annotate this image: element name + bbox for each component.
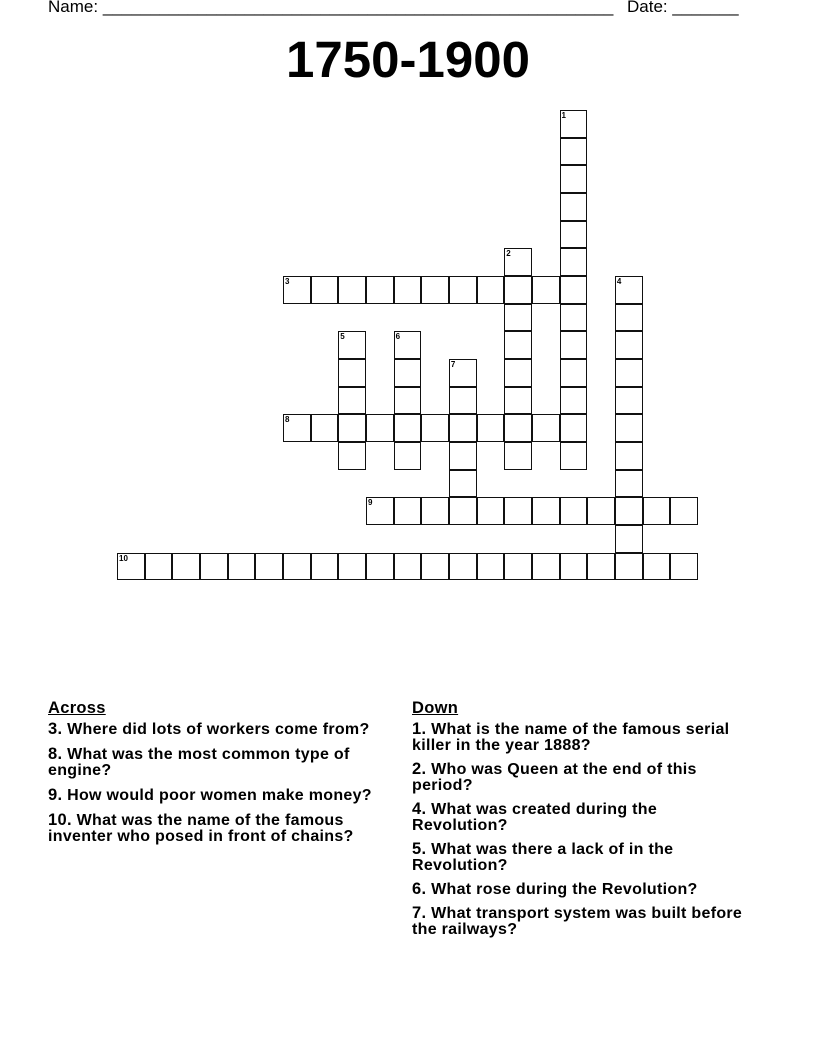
clue-number: 8. [48,745,63,763]
grid-cell[interactable] [615,470,643,498]
clue-text: What transport system was built before the railways? [412,905,743,938]
grid-cell[interactable] [615,276,643,304]
grid-cell[interactable] [560,110,588,138]
grid-cell[interactable] [394,387,422,415]
grid-cell[interactable] [394,442,422,470]
cell-number: 7 [450,359,456,369]
clue-down-5 [412,841,757,874]
grid-cell[interactable] [421,553,449,581]
grid-cell[interactable] [449,553,477,581]
grid-cell[interactable] [449,276,477,304]
grid-cell[interactable] [255,553,283,581]
clue-text: What is the name of the famous serial killer in the year 1888? [412,721,730,754]
across-heading: Across [48,699,106,717]
clue-number: 5. [412,840,427,858]
grid-cell[interactable] [615,414,643,442]
cell-number: 5 [340,332,345,342]
grid-cell[interactable] [117,553,145,581]
grid-cell[interactable] [338,553,366,581]
clue-text: How would poor women make money? [62,787,372,804]
grid-cell[interactable] [366,276,394,304]
clue-number: 9. [48,786,63,804]
date-blank[interactable]: _______ [672,0,739,16]
cell-number: 2 [506,249,511,259]
grid-cell[interactable] [532,497,560,525]
clue-across-10 [48,812,408,845]
grid-cell[interactable] [560,304,588,332]
grid-cell[interactable] [615,387,643,415]
grid-cell[interactable] [311,276,339,304]
clue-number: 6. [412,880,427,898]
date-label: Date: [627,0,668,16]
grid-cell[interactable] [560,276,588,304]
clue-down-6 [412,881,757,898]
grid-cell[interactable] [504,442,532,470]
grid-cell[interactable] [449,359,477,387]
grid-cell[interactable] [338,359,366,387]
grid-cell[interactable] [145,553,173,581]
grid-cell[interactable] [560,553,588,581]
page-title: 1750-1900 [286,31,530,88]
grid-cell[interactable] [560,193,588,221]
grid-cell[interactable] [670,497,698,525]
grid-cell[interactable] [587,553,615,581]
grid-cell[interactable] [283,276,311,304]
grid-cell[interactable] [283,553,311,581]
across-clues [48,700,408,853]
cell-number: 9 [367,498,373,508]
clue-down-4 [412,801,757,834]
clue-across-8 [48,746,408,779]
clue-down-2 [412,761,757,794]
grid-cell[interactable] [394,414,422,442]
grid-cell[interactable] [477,497,505,525]
grid-cell[interactable] [560,221,588,249]
clue-number: 7. [412,904,427,922]
clue-number: 1. [412,720,427,738]
grid-cell[interactable] [615,331,643,359]
clue-across-3 [48,721,408,738]
cell-number: 6 [395,332,401,342]
cell-number: 1 [561,111,566,120]
cell-number: 3 [284,276,290,286]
grid-cell[interactable] [504,553,532,581]
down-clues [412,700,757,945]
grid-cell[interactable] [200,553,228,581]
grid-cell[interactable] [449,470,477,498]
grid-cell[interactable] [338,442,366,470]
grid-cell[interactable] [615,442,643,470]
grid-cell[interactable] [421,414,449,442]
clue-text: What was the name of the famous inventer who posed in front of chains? [48,812,354,845]
grid-cell[interactable] [504,276,532,304]
name-blank[interactable]: ______________________________________________________ [102,0,614,16]
grid-cell[interactable] [421,497,449,525]
grid-cell[interactable] [560,359,588,387]
grid-cell[interactable] [615,359,643,387]
grid-cell[interactable] [283,414,311,442]
grid-cell[interactable] [394,331,422,359]
grid-cell[interactable] [338,414,366,442]
grid-cell[interactable] [504,248,532,276]
grid-cell[interactable] [449,387,477,415]
grid-cell[interactable] [366,414,394,442]
grid-cell[interactable] [338,387,366,415]
grid-cell[interactable] [449,497,477,525]
grid-cell[interactable] [504,414,532,442]
clue-text: What was there a lack of in the Revolution? [412,841,674,874]
clue-across-9 [48,787,408,804]
grid-cell[interactable] [615,553,643,581]
clue-number: 3. [48,720,63,738]
grid-cell[interactable] [560,442,588,470]
grid-cell[interactable] [643,497,671,525]
grid-cell[interactable] [504,497,532,525]
grid-cell[interactable] [560,248,588,276]
grid-cell[interactable] [394,276,422,304]
grid-cell[interactable] [670,553,698,581]
clue-text: What rose during the Revolution? [426,881,698,898]
grid-cell[interactable] [394,553,422,581]
clue-number: 10. [48,811,72,829]
clue-down-1 [412,721,757,754]
grid-cell[interactable] [477,553,505,581]
grid-cell[interactable] [504,304,532,332]
down-heading: Down [412,699,459,717]
grid-cell[interactable] [311,553,339,581]
clue-number: 2. [412,760,427,778]
grid-cell[interactable] [532,276,560,304]
clue-text: What was created during the Revolution? [412,801,658,834]
grid-cell[interactable] [477,414,505,442]
grid-cell[interactable] [504,331,532,359]
grid-cell[interactable] [311,414,339,442]
grid-cell[interactable] [643,553,671,581]
grid-cell[interactable] [394,497,422,525]
grid-cell[interactable] [587,497,615,525]
grid-cell[interactable] [394,359,422,387]
grid-cell[interactable] [532,414,560,442]
grid-cell[interactable] [477,276,505,304]
grid-cell[interactable] [338,276,366,304]
grid-cell[interactable] [615,497,643,525]
clue-down-7 [412,905,757,938]
name-label: Name: [48,0,99,16]
grid-cell[interactable] [615,525,643,553]
grid-cell[interactable] [560,165,588,193]
grid-cell[interactable] [560,138,588,166]
grid-cell[interactable] [338,331,366,359]
grid-cell[interactable] [560,414,588,442]
clue-text: What was the most common type of engine? [48,746,350,779]
grid-cell[interactable] [504,359,532,387]
grid-cell[interactable] [560,387,588,415]
cell-number: 10 [119,553,128,563]
clue-number: 4. [412,800,427,818]
grid-cell[interactable] [449,414,477,442]
clue-text: Who was Queen at the end of this period? [412,761,697,794]
grid-cell[interactable] [615,304,643,332]
grid-cell[interactable] [366,497,394,525]
grid-cell[interactable] [366,553,394,581]
grid-cell[interactable] [532,553,560,581]
grid-cell[interactable] [228,553,256,581]
grid-cell[interactable] [172,553,200,581]
grid-cell[interactable] [504,387,532,415]
cell-number: 4 [616,276,622,286]
grid-cell[interactable] [560,331,588,359]
cell-number: 8 [284,415,290,425]
grid-cell[interactable] [560,497,588,525]
grid-cell[interactable] [449,442,477,470]
grid-cell[interactable] [421,276,449,304]
clue-text: Where did lots of workers come from? [62,721,370,738]
